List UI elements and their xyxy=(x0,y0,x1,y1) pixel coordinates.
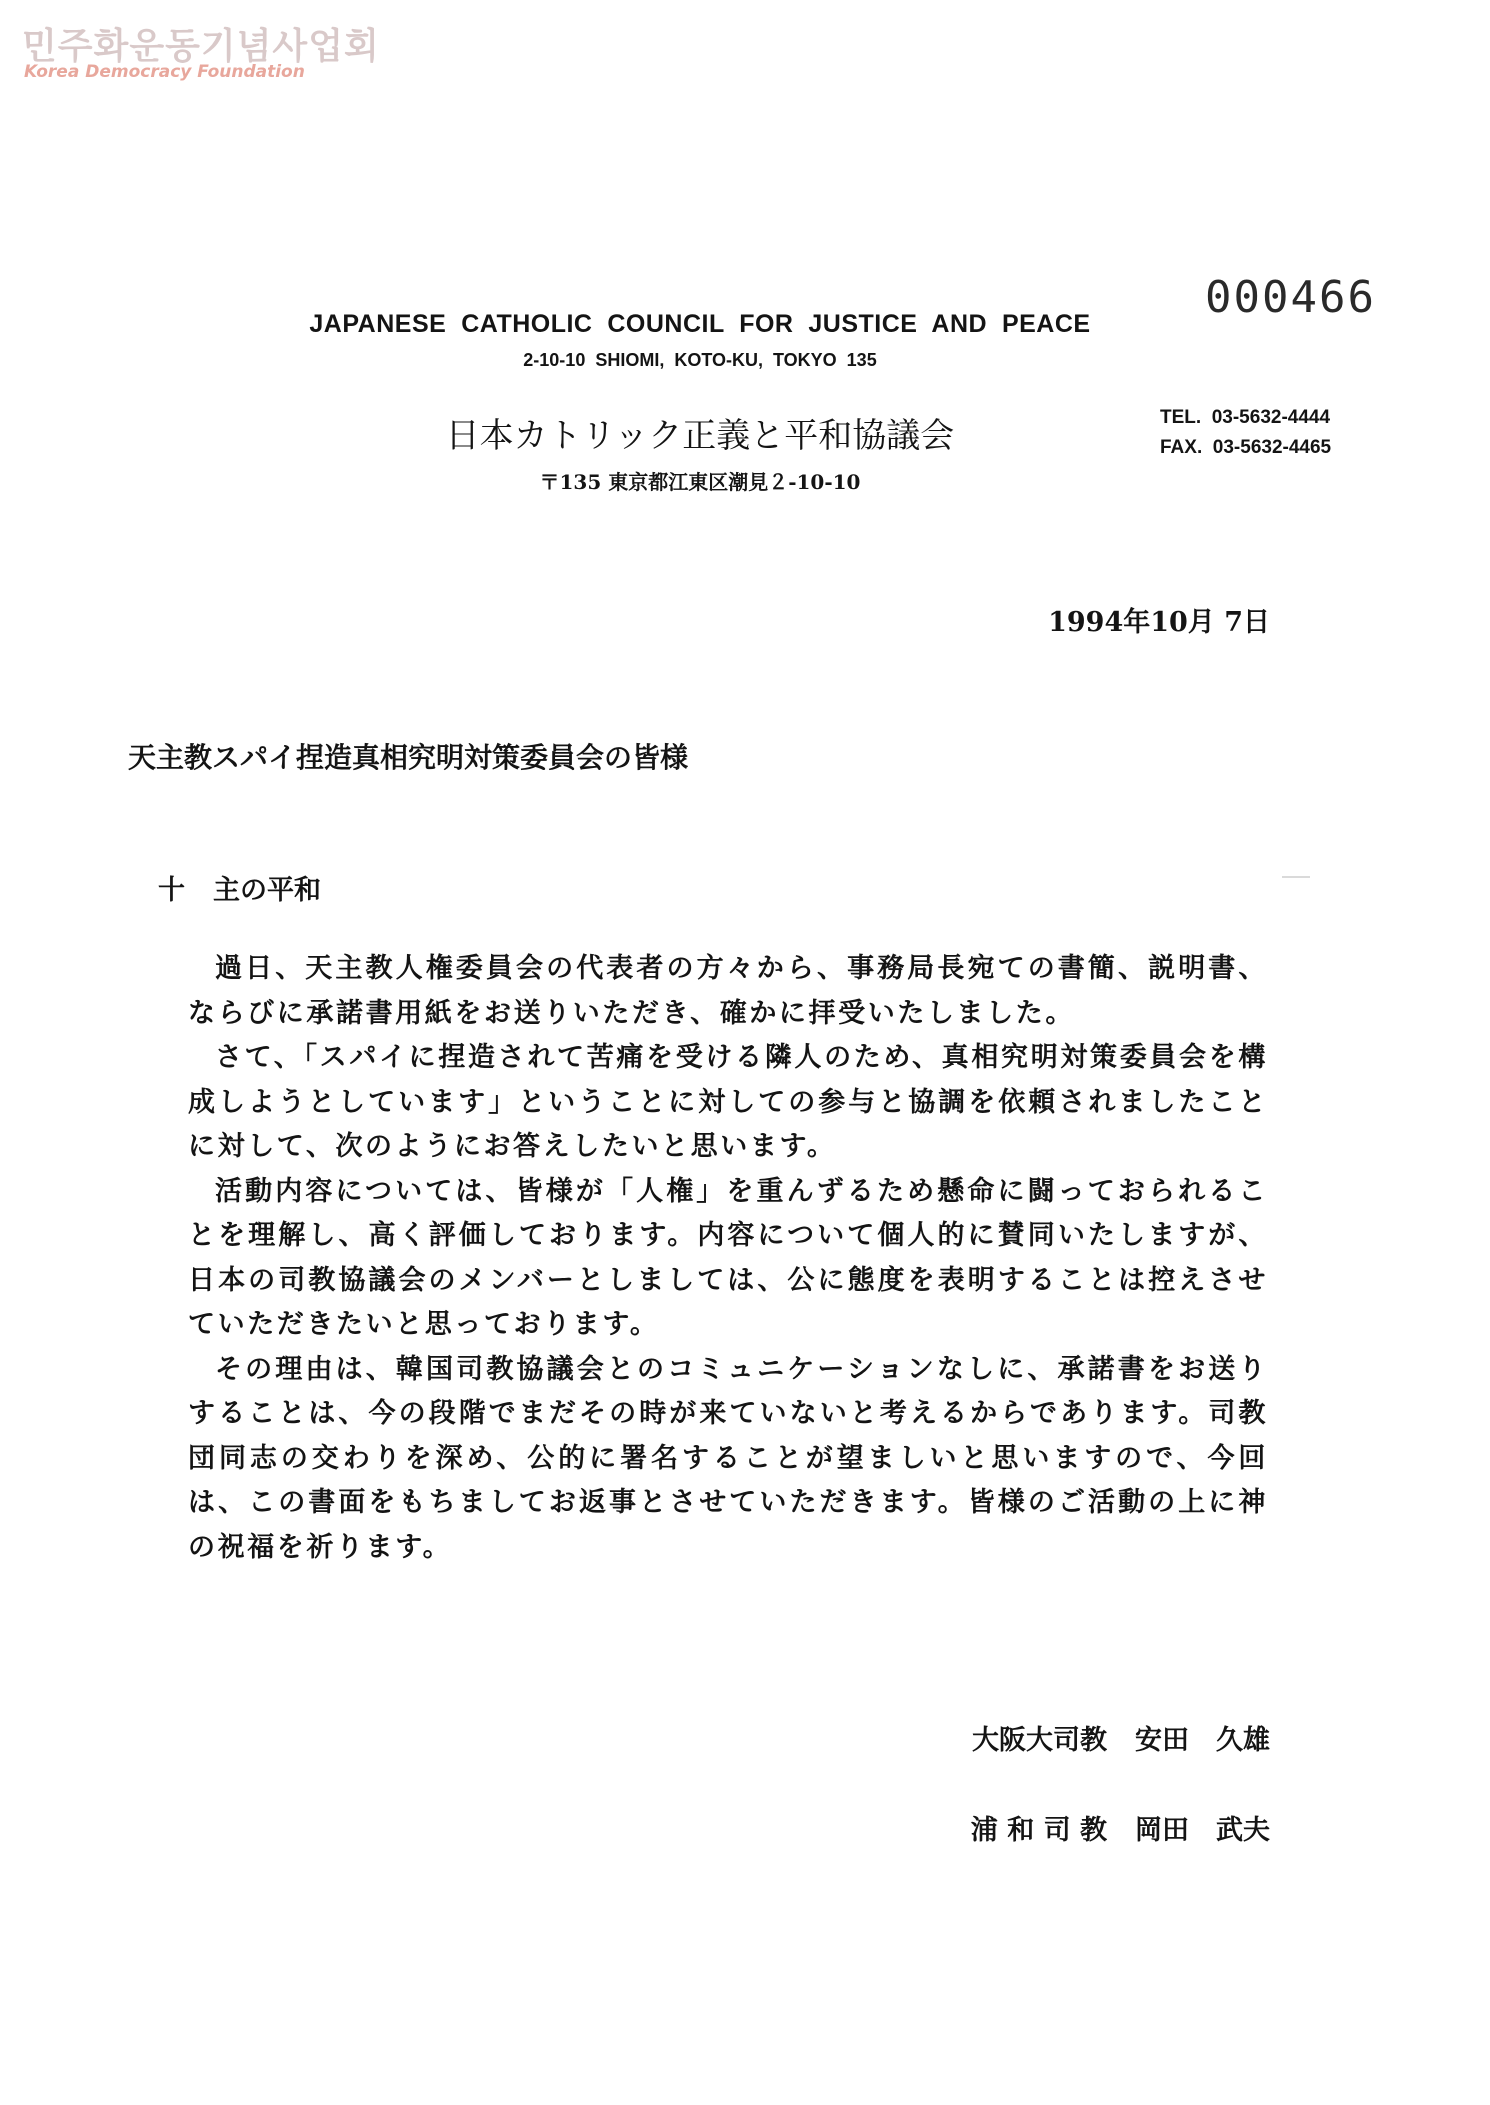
greeting xyxy=(158,868,758,907)
signatory-urawa xyxy=(900,1808,1270,1847)
body-paragraph: その理由は、韓国司教協議会とのコミュニケーションなしに、承諾書をお送りすることは、今の段階でまだその時が来ていないと考えるからであります。司教団同志の交わりを深め、公的に署名することが望ましいと思いますので、今回は、この書面をもちましてお返事とさせていただきます。皆様のご活動の上に神の祝福を祈ります。 xyxy=(188,1353,1268,1563)
addressee: 天主教スパイ捏造真相究明対策委員会の皆様 xyxy=(128,741,689,774)
signatory-name: 安田 久雄 xyxy=(1135,1725,1270,1756)
body-paragraph: 過日、天主教人権委員会の代表者の方々から、事務局長宛ての書簡、説明書、ならびに承諾書用紙をお送りいただき、確かに拝受いたしました。 xyxy=(188,953,1268,1029)
address-english: 2-10-10 SHIOMI, KOTO-KU, TOKYO 135 xyxy=(523,350,877,370)
document-number: 000466 xyxy=(1205,272,1376,323)
letter-body xyxy=(188,947,1268,1570)
cross-symbol: 十 xyxy=(158,875,185,906)
organization-name-japanese: 日本カトリック正義と平和協議会 xyxy=(445,416,955,456)
body-paragraph: さて、「スパイに捏造されて苦痛を受ける隣人のため、真相究明対策委員会を構成しようとしています」ということに対しての参与と協調を依頼されましたことに対して、次のようにお答えしたいと思います。 xyxy=(188,1042,1268,1162)
organization-name-english: JAPANESE CATHOLIC COUNCIL FOR JUSTICE AND PEACE xyxy=(309,310,1091,338)
contact-info xyxy=(1160,403,1390,463)
telephone: TEL. 03-5632-4444 xyxy=(1160,407,1331,428)
watermark-english: Korea Democracy Foundation xyxy=(24,62,305,82)
signatory-name: 岡田 武夫 xyxy=(1135,1815,1270,1846)
watermark-korean: 민주화운동기념사업회 xyxy=(22,26,380,67)
letter-date: 1994年10月 7日 xyxy=(1048,607,1270,638)
greeting-text: 主の平和 xyxy=(213,875,321,906)
signatory-title: 大阪大司教 xyxy=(972,1725,1107,1756)
address-japanese: 〒135 東京都江東区潮見２-10-10 xyxy=(539,470,861,494)
signatory-title: 浦 和 司 教 xyxy=(970,1815,1107,1846)
scan-artifact-line xyxy=(1282,876,1310,878)
body-paragraph: 活動内容については、皆様が「人権」を重んずるため懸命に闘っておられることを理解し、高く評価しております。内容について個人的に賛同いたしますが、日本の司教協議会のメンバーとしましては、公に態度を表明することは控えさせていただきたいと思っております。 xyxy=(188,1175,1268,1340)
fax: FAX. 03-5632-4465 xyxy=(1160,437,1332,458)
signatory-osaka xyxy=(900,1718,1270,1757)
